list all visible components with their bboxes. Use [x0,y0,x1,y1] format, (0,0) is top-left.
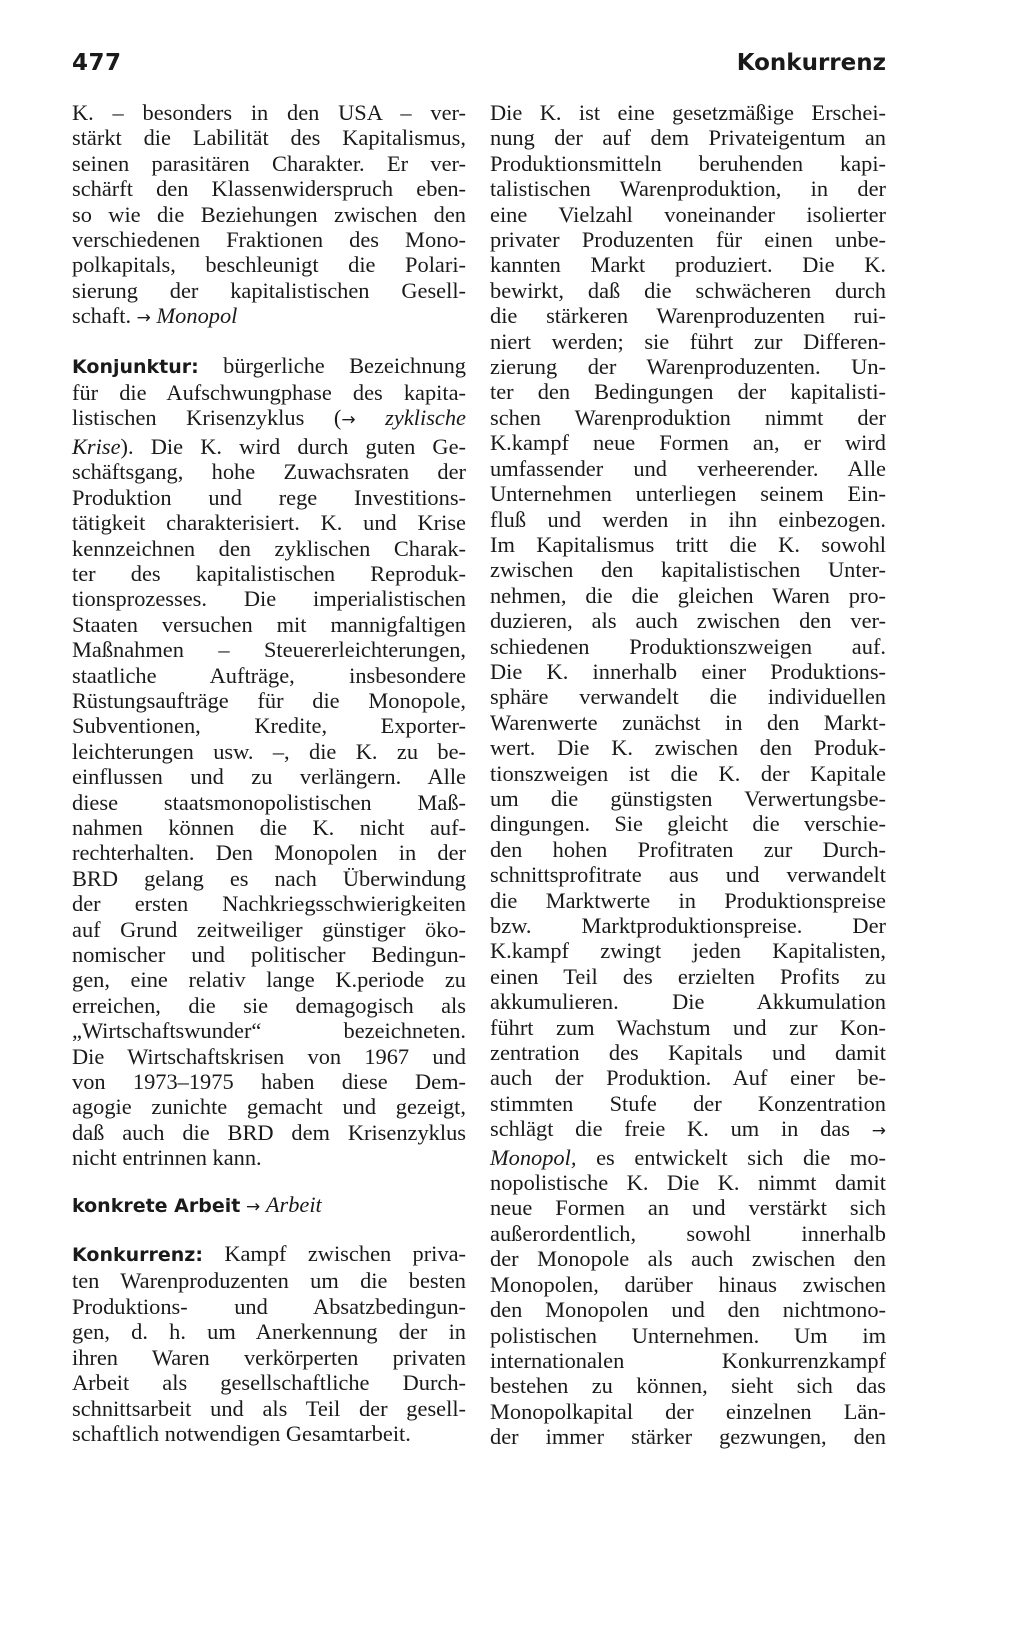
text-line: ter des kapitalistischen Reproduk- [72,560,466,586]
text-line: sphäre verwandelt die individuellen [490,684,886,710]
text-line: einflussen und zu verlängern. Alle [72,764,466,790]
text-line: daß auch die BRD dem Krisenzyklus [72,1119,466,1145]
text-line: listischen Krisenzyklus (→ zyklische [72,405,466,431]
text-line: eine Vielzahl voneinander isolierter [490,201,886,227]
text-line: Warenwerte zunächst in den Markt- [490,709,886,735]
text-line: Produktionsmitteln beruhenden kapi- [490,150,886,176]
entry-konkrete-arbeit [72,1192,466,1220]
text-line: neue Formen an und verstärkt sich [490,1195,886,1221]
text-line: BRD gelang es nach Überwindung [72,865,466,891]
text-line: schlägt die freie K. um in das → [490,1116,886,1142]
text-line: nung der auf dem Privateigentum an [490,125,886,151]
text-line: stärkt die Labilität des Kapitalismus, [72,125,466,151]
text-line: die Marktwerte in Produktionspreise [490,887,886,913]
text-line: schärft den Klassenwiderspruch eben- [72,176,466,202]
text-line: um die günstigsten Verwertungsbe- [490,785,886,811]
entry-lemma: Konjunktur: [72,355,199,378]
text-line: Produktion und rege Investitions- [72,484,466,510]
text-line: sierung der kapitalistischen Gesell- [72,277,466,303]
text-line: seinen parasitären Charakter. Er ver- [72,150,466,176]
text-line: Rüstungsaufträge für die Monopole, [72,687,466,713]
text-line: Die Wirtschaftskrisen von 1967 und [72,1043,466,1069]
text-line: den Monopolen und den nichtmono- [490,1297,886,1323]
text-line: zentration des Kapitals und damit [490,1040,886,1066]
text-line: internationalen Konkurrenzkampf [490,1347,886,1373]
text-line: talistischen Warenproduktion, in der [490,176,886,202]
text-line: schiedenen Produktionszweigen auf. [490,633,886,659]
text-line: fluß und werden in ihn einbezogen. [490,506,886,532]
text-line: nomischer und politischer Bedingun- [72,942,466,967]
text-line: so wie die Beziehungen zwischen den [72,201,466,227]
text-line: kennzeichnen den zyklischen Charak- [72,535,466,561]
text-line: der immer stärker gezwungen, den [490,1424,886,1450]
text-line: K.kampf neue Formen an, er wird [490,430,886,456]
cross-reference: zyklische [385,405,466,431]
entry-continuation [72,100,466,303]
text-line: ihren Waren verkörperten privaten [72,1344,466,1370]
text-line: erreichen, die sie demagogisch als [72,992,466,1018]
text-line: rechterhalten. Den Monopolen in der [72,840,466,866]
entry-lemma: konkrete Arbeit [72,1194,241,1217]
text-line: nehmen, die die gleichen Waren pro- [490,582,886,608]
text-line: Die K. innerhalb einer Produktions- [490,658,886,684]
text-line: schen Warenproduktion nimmt der [490,404,886,430]
text-line: außerordentlich, sowohl innerhalb [490,1220,886,1246]
text-line: Produktions- und Absatzbedingun- [72,1293,466,1319]
text-line: staatliche Aufträge, insbesondere [72,662,466,688]
text-line: duzieren, als auch zwischen den ver- [490,608,886,634]
text-line: leichterungen usw. –, die K. zu be- [72,738,466,764]
text-line: nahmen können die K. nicht auf- [72,814,466,840]
text-line: Maßnahmen – Steuererleichterungen, [72,637,466,663]
text-line: umfassender und verheerender. Alle [490,455,886,481]
text-line: Monopolen, darüber hinaus zwischen [490,1271,886,1297]
text-line: Konjunktur: bürgerliche Bezeichnung [72,352,466,378]
text-line: den hohen Profitraten zur Durch- [490,836,886,862]
text-line: K.kampf zwingt jeden Kapitalisten, [490,938,886,964]
text-line: akkumulieren. Die Akkumulation [490,989,886,1015]
cross-reference: Monopol [156,303,238,329]
text-line: Arbeit als gesellschaftliche Durch- [72,1370,466,1396]
text-line: Unternehmen unterliegen seinem Ein- [490,481,886,507]
text-line: schaftlich notwendigen Gesamtarbeit. [72,1420,411,1446]
text-line: wert. Die K. zwischen den Produk- [490,735,886,761]
arrow-icon: → [136,308,151,329]
text-line: bzw. Marktproduktionspreise. Der [490,913,886,938]
text-line: Krise). Die K. wird durch guten Ge- [72,433,466,459]
text-line: von 1973–1975 haben diese Dem- [72,1069,466,1095]
text-line: Konkurrenz: Kampf zwischen priva- [72,1241,466,1267]
text-line: die stärkeren Warenproduzenten rui- [490,303,886,329]
text-line: polistischen Unternehmen. Um im [490,1322,886,1348]
left-column [72,100,466,1446]
text-line: Subventionen, Kredite, Exporter- [72,713,466,739]
text-line: der ersten Nachkriegsschwierigkeiten [72,891,466,917]
text-line: Im Kapitalismus tritt die K. sowohl [490,531,886,557]
text-line: ter den Bedingungen der kapitalisti- [490,379,886,405]
running-head: Konkurrenz [736,50,886,76]
text-line: nicht entrinnen kann. [72,1145,262,1171]
text-line: K. – besonders in den USA – ver- [72,100,466,125]
text-line: auch der Produktion. Auf einer be- [490,1065,886,1091]
text-line: agogie zunichte gemacht und gezeigt, [72,1094,466,1120]
entry-konjunktur [72,353,466,1171]
text-line: verschiedenen Fraktionen des Mono- [72,227,466,253]
cross-reference: Monopol, [490,1144,577,1170]
text-line: auf Grund zeitweiliger günstiger öko- [72,916,466,942]
text-line: niert werden; sie führt zur Differen- [490,328,886,354]
text-line: der Monopole als auch zwischen den [490,1246,886,1272]
page-number: 477 [72,50,122,76]
text-line: Monopol, es entwickelt sich die mo- [490,1144,886,1170]
text-line: schnittsarbeit und als Teil der gesell- [72,1395,466,1421]
text-line: bewirkt, daß die schwächeren durch [490,277,886,303]
text-line: tätigkeit charakterisiert. K. und Krise [72,510,466,536]
text-line: privater Produzenten für einen unbe- [490,227,886,253]
cross-reference: Arbeit [265,1191,322,1217]
text-line: tionsprozesses. Die imperialistischen [72,586,466,612]
text-line: für die Aufschwungphase des kapita- [72,380,466,406]
text-line: ten Warenproduzenten um die besten [72,1268,466,1294]
text-line: dingungen. Sie gleicht die verschie- [490,811,886,837]
text-line: einen Teil des erzielten Profits zu [490,963,886,989]
text-line: schäftsgang, hohe Zuwachsraten der [72,459,466,485]
text-line: zierung der Warenproduzenten. Un- [490,354,886,380]
arrow-icon: → [341,410,356,431]
text-line: Monopolkapital der einzelnen Län- [490,1398,886,1424]
text-line: polkapitals, beschleunigt die Polari- [72,252,466,278]
text-line: „Wirtschaftswunder“ bezeichneten. [72,1018,466,1044]
entry-lemma: Konkurrenz: [72,1244,203,1267]
text-line: tionszweigen ist die K. der Kapitale [490,760,886,786]
text-line: führt zum Wachstum und zur Kon- [490,1014,886,1040]
text-line: schaft. → Monopol [72,303,238,329]
text-line: Die K. ist eine gesetzmäßige Erschei- [490,100,886,125]
arrow-icon: → [245,1196,261,1217]
text-line: kannten Markt produziert. Die K. [490,252,886,278]
arrow-icon: → [871,1121,886,1142]
text-line: nopolistische K. Die K. nimmt damit [490,1170,886,1196]
text-line: schnittsprofitrate aus und verwandelt [490,862,886,888]
text-line: bestehen zu können, sieht sich das [490,1373,886,1399]
text-line: diese staatsmonopolistischen Maß- [72,789,466,815]
cross-reference: Krise [72,433,121,459]
text-line: Staaten versuchen mit mannigfaltigen [72,611,466,637]
entry-konkurrenz [72,1241,466,1446]
text-line: gen, d. h. um Anerkennung der in [72,1319,466,1345]
text-line: stimmten Stufe der Konzentration [490,1090,886,1116]
right-column [490,100,886,1450]
text-line: gen, eine relativ lange K.periode zu [72,967,466,993]
text-line: zwischen den kapitalistischen Unter- [490,557,886,583]
